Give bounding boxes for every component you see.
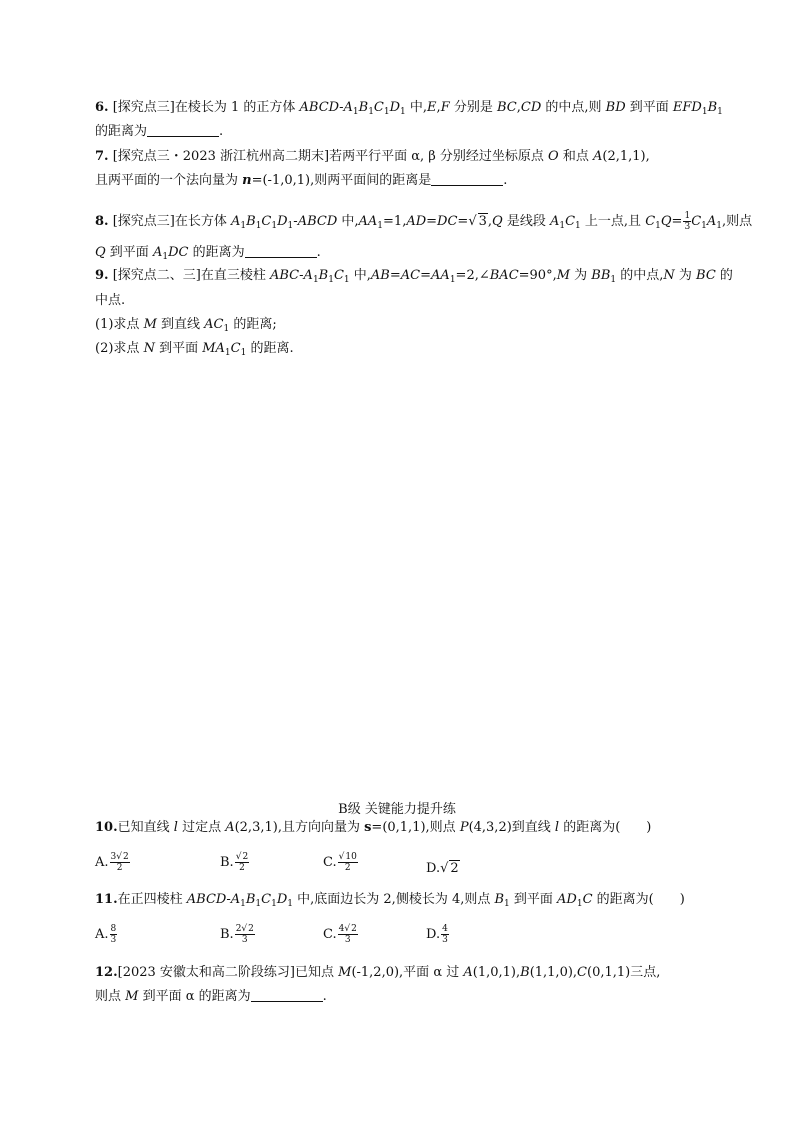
question-8-text: [探究点三]在长方体 $A_1B_1C_1D_1$-ABCD 中$,AA_1=1,AD=DC=√$ 3,Q 是线段 $A_1C_1$ 上一点,且 $C_1Q=$ $\frac{1}{3}$ $C_1A_1$,则点	[112, 211, 753, 232]
question-12-line-2: 则点 M 到平面 α 的距离为 .	[95, 989, 327, 1004]
answer-blank[interactable]	[431, 173, 503, 186]
option-d[interactable]: D.√ 2	[426, 861, 459, 876]
option-c[interactable]: C. $\frac{4√2}{3}$	[323, 924, 357, 945]
question-9-part-1: (1)求点 M 到直线 $AC_1$ 的距离;	[95, 317, 277, 334]
question-7-text-2: 且两平面的一个法向量为 n=(-1,0,1),则两平面间的距离是	[95, 173, 432, 188]
question-8-line-1	[95, 211, 752, 234]
question-number: 8.	[95, 214, 109, 229]
question-6-tail: 的距离为	[95, 124, 148, 139]
question-12-text: [2023 安徽太和高二阶段练习]已知点 M(-1,2,0),平面 α 过 A(1,0,1),B(1,1,0),C(0,1,1)三点,	[117, 965, 661, 980]
question-number: 9.	[95, 268, 109, 283]
question-number: 12.	[95, 965, 118, 980]
question-10-line	[95, 820, 651, 836]
answer-blank[interactable]	[147, 124, 219, 137]
question-12-text-2: 则点 M 到平面 α 的距离为	[95, 989, 251, 1004]
answer-blank[interactable]	[251, 989, 323, 1002]
question-number: 11.	[95, 892, 118, 907]
option-b[interactable]: B. $\frac{2√2}{3}$	[220, 924, 254, 945]
question-7-line-1	[95, 149, 650, 165]
question-number: 7.	[95, 149, 109, 164]
option-b[interactable]: B. $\frac{√2}{2}$	[220, 852, 249, 873]
question-7-text: [探究点三・2023 浙江杭州高二期末]若两平行平面 α, β 分别经过坐标原点 O 和点 A(2,1,1),	[112, 149, 650, 164]
question-7-line-2: 且两平面的一个法向量为 n=(-1,0,1),则两平面间的距离是 .	[95, 173, 508, 188]
answer-blank[interactable]	[245, 245, 317, 258]
question-8-line-2: Q 到平面 $A_1DC$ 的距离为 .	[95, 245, 321, 262]
question-9-part-2: (2)求点 N 到平面 $MA_1C_1$ 的距离.	[95, 341, 294, 358]
question-10-text: 已知直线 l 过定点 A(2,3,1),且方向向量为 s=(0,1,1),则点 P(4,3,2)到直线 l 的距离为( )	[117, 820, 652, 835]
question-number: 6.	[95, 100, 109, 115]
section-title: B级 关键能力提升练	[338, 802, 456, 817]
question-9-line-1	[95, 268, 733, 288]
option-a[interactable]: A. $\frac{3√2}{2}$	[95, 852, 129, 873]
question-8-text-2: Q 到平面 $A_1DC$ 的距离为	[95, 245, 245, 262]
question-12-line-1	[95, 965, 660, 981]
option-c[interactable]: C. $\frac{√10}{2}$	[323, 852, 357, 873]
question-9-line-2: 中点.	[95, 293, 126, 308]
question-number: 10.	[95, 820, 118, 835]
question-11-line	[95, 892, 685, 912]
question-11-text: 在正四棱柱 ABCD-$A_1B_1C_1D_1$ 中,底面边长为 2,侧棱长为 4,则点 $B_1$ 到平面 $AD_1C$ 的距离为( )	[117, 892, 685, 909]
option-d[interactable]: D. $\frac{4}{3}$	[426, 924, 448, 945]
question-6-text: [探究点三]在棱长为 1 的正方体 ABCD-$A_1B_1C_1D_1$ 中,E,F 分别是 BC,CD 的中点,则 BD 到平面 $EFD_1B_1$	[112, 100, 723, 117]
question-6-line-1	[95, 100, 723, 120]
option-a[interactable]: A. $\frac{8}{3}$	[95, 924, 117, 945]
question-9-text: [探究点二、三]在直三棱柱 ABC-$A_1B_1C_1$ 中$,AB=AC=AA_1=2,\angle BAC=90^\circ,M$ 为 $BB_1$ 的中点,N 为 BC 的	[112, 268, 733, 285]
question-6-line-2: 的距离为 .	[95, 124, 224, 139]
